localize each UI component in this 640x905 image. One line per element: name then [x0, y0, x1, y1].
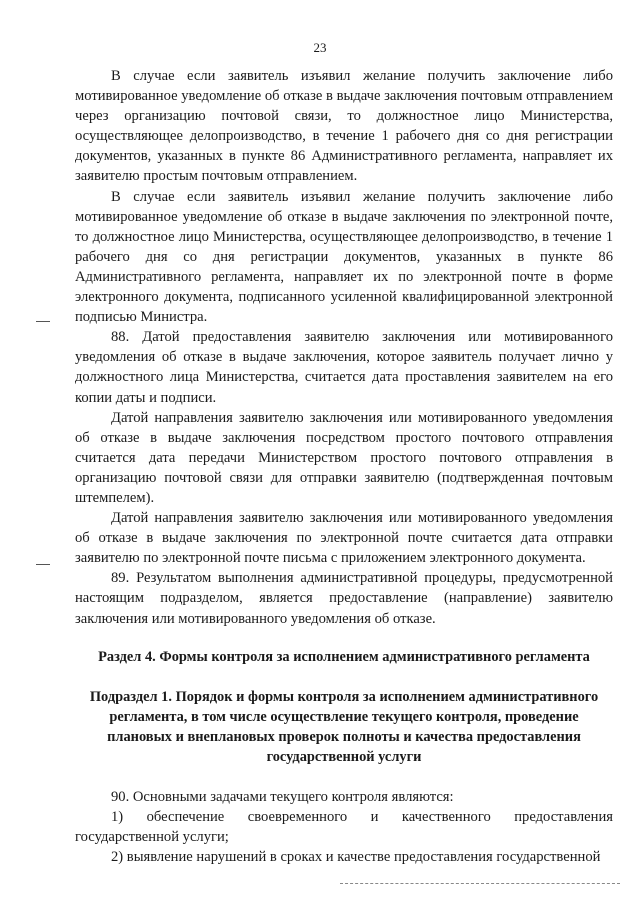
- list-item-2: 2) выявление нарушений в сроках и качестве предоставления государственной: [111, 848, 601, 865]
- paragraph-email-date: Датой направления заявителю заключения или мотивированного уведомления об отказе в выдаче заключения по электронной почте считается дата отправки заявителю по электронной почте письма с приложением электронного документа.: [75, 510, 613, 567]
- footer-divider: [340, 883, 620, 884]
- subsection-heading-line: плановых и внеплановых проверок полноты и качества предоставления: [107, 728, 581, 745]
- paragraph-88: 88. Датой предоставления заявителю заключения или мотивированного уведомления об отказе в выдаче заключения, которое заявитель получает лично у должностного лица Министерства, считается дата проставления заявителем на его копии даты и подписи.: [75, 329, 613, 406]
- paragraph-89: 89. Результатом выполнения административной процедуры, предусмотренной настоящим подразделом, является предоставление (направление) заявителю заключения или мотивированного уведомления об отказе.: [75, 570, 613, 627]
- document-body: [75, 66, 613, 867]
- subsection-heading: [75, 687, 613, 767]
- subsection-heading-line: государственной услуги: [266, 748, 422, 765]
- paragraph-90: 90. Основными задачами текущего контроля являются:: [111, 788, 454, 805]
- page-number: 23: [313, 40, 327, 55]
- paragraph-postal-date: Датой направления заявителю заключения или мотивированного уведомления об отказе в выдаче заключения посредством простого почтового отправления считается дата передачи Министерством простого почтового отправления в организацию почтовой связи для отправки заявителю (подтвержденная почтовым штемпелем).: [75, 409, 613, 506]
- paragraph-email-delivery: В случае если заявитель изъявил желание получить заключение либо мотивированное уведомление об отказе в выдаче заключения по электронной почте, то должностное лицо Министерства, осуществляющее делопроизводство, в течение 1 рабочего дня со дня регистрации документов, указанных в пункте 86 Административного регламента, направляет их по электронной почте в форме электронного документа, подписанного усиленной квалифицированной электронной подписью Министра.: [75, 188, 613, 326]
- subsection-heading-line: Подраздел 1. Порядок и формы контроля за исполнением административного: [89, 688, 599, 705]
- margin-mark: [36, 321, 50, 322]
- margin-mark: [36, 564, 50, 565]
- list-item-1: 1) обеспечение своевременного и качественного предоставления государственной услуги;: [75, 808, 613, 845]
- paragraph-postal-delivery: В случае если заявитель изъявил желание получить заключение либо мотивированное уведомление об отказе в выдаче заключения почтовым отправлением через организацию почтовой связи, то должностное лицо Министерства, осуществляющее делопроизводство, в течение 1 рабочего дня со дня регистрации документов, указанных в пункте 86 Административного регламента, направляет их заявителю простым почтовым отправлением.: [75, 68, 613, 185]
- section-heading: Раздел 4. Формы контроля за исполнением административного регламента: [98, 648, 590, 665]
- subsection-heading-line: регламента, в том числе осуществление текущего контроля, проведение: [109, 708, 579, 725]
